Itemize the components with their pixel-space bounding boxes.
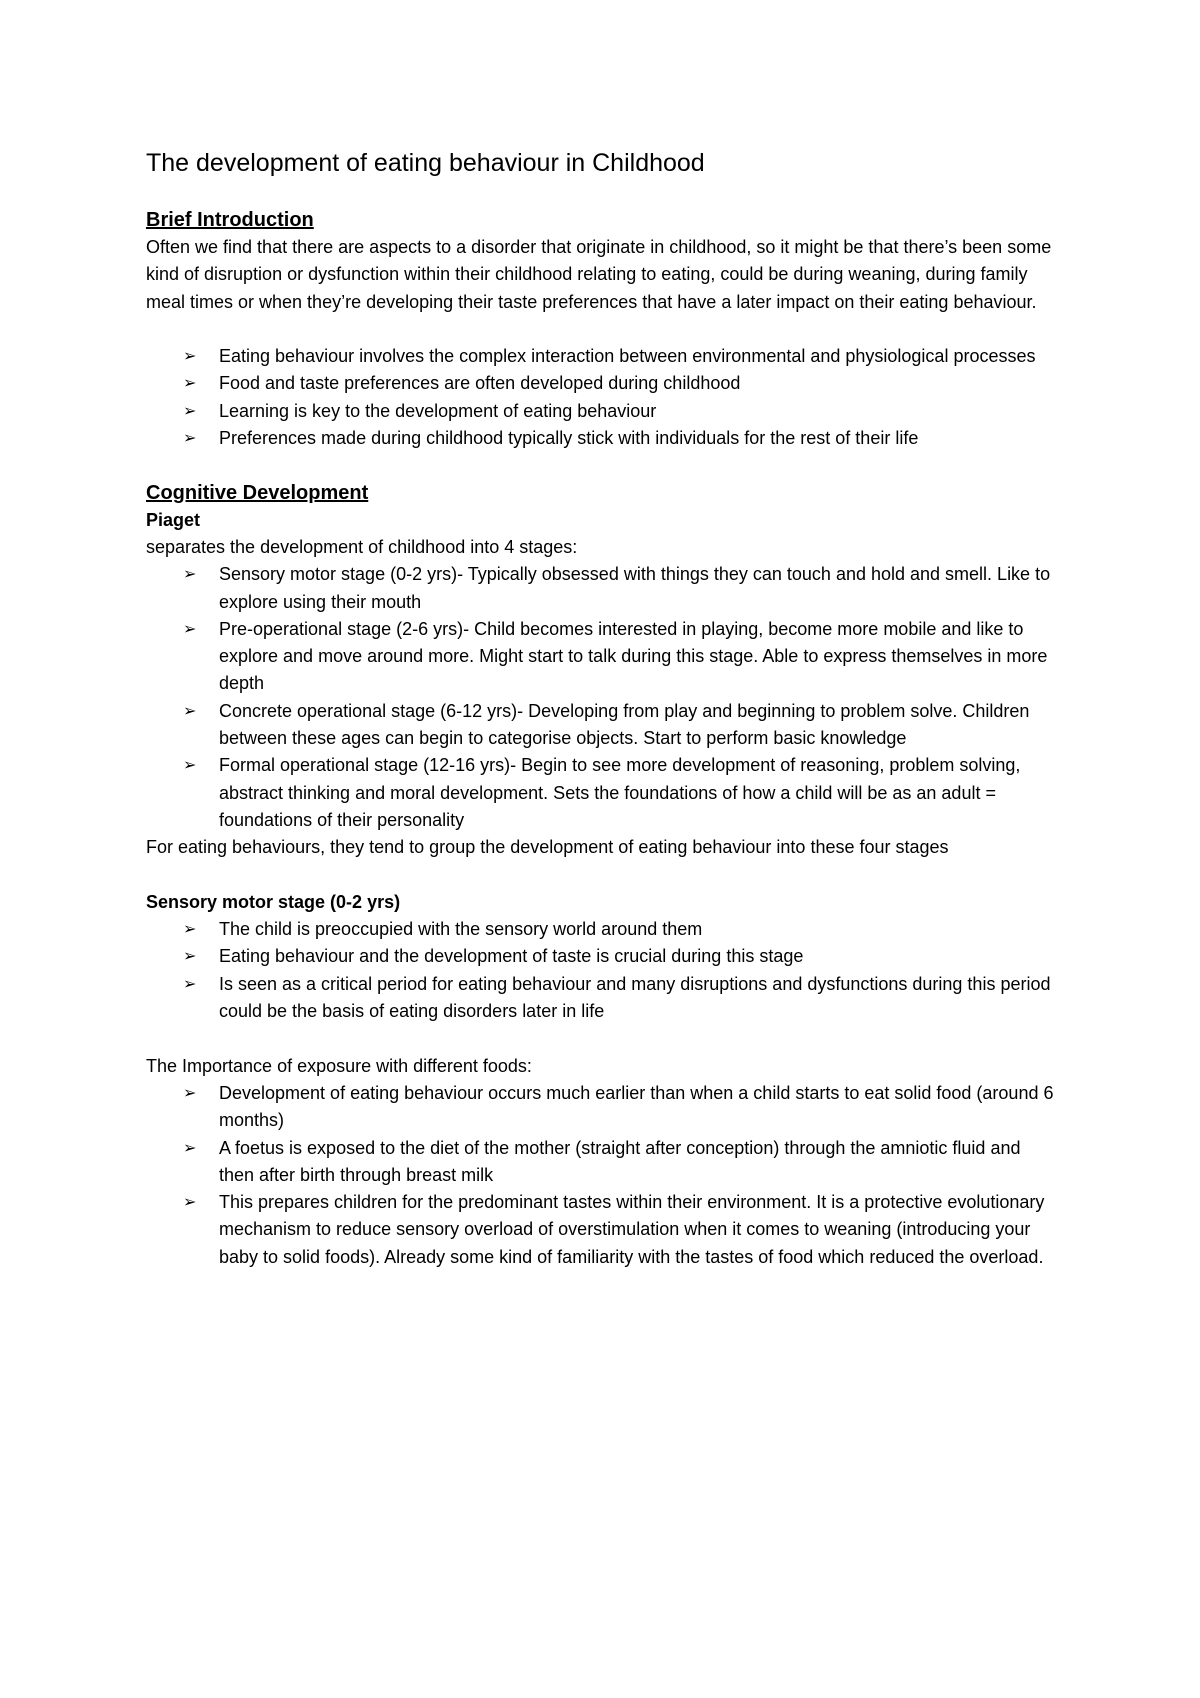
cognitive-bullet-list — [146, 561, 1060, 834]
exposure-section — [146, 1053, 1060, 1271]
spacer — [146, 862, 1060, 889]
arrowhead-bullet-icon: ➢ — [183, 948, 197, 966]
arrowhead-bullet-icon: ➢ — [183, 566, 197, 584]
list-item-text: Food and taste preferences are often developed during childhood — [219, 373, 741, 394]
list-item-text: Eating behaviour involves the complex interaction between environmental and physiological processes — [219, 346, 1036, 367]
list-item-text: Pre-operational stage (2-6 yrs)- Child becomes interested in playing, become more mobile and like to explore and move around more. Might start to talk during this stage. Able to express themselves in more depth — [219, 618, 1048, 694]
list-item — [183, 943, 1060, 970]
arrowhead-bullet-icon: ➢ — [183, 402, 197, 420]
arrowhead-bullet-icon: ➢ — [183, 348, 197, 366]
list-item — [183, 616, 1060, 698]
list-item — [183, 398, 1060, 425]
list-item-text: Preferences made during childhood typically stick with individuals for the rest of their life — [219, 428, 919, 449]
cognitive-heading: Cognitive Development — [146, 481, 369, 504]
cognitive-lead: separates the development of childhood into 4 stages: — [146, 536, 578, 557]
arrowhead-bullet-icon: ➢ — [183, 702, 197, 720]
list-item — [183, 1135, 1060, 1190]
list-item — [183, 1080, 1060, 1135]
arrowhead-bullet-icon: ➢ — [183, 430, 197, 448]
list-item-text: Eating behaviour and the development of taste is crucial during this stage — [219, 946, 804, 967]
arrowhead-bullet-icon: ➢ — [183, 1084, 197, 1102]
spacer — [146, 1025, 1060, 1052]
list-item — [183, 698, 1060, 753]
arrowhead-bullet-icon: ➢ — [183, 757, 197, 775]
list-item-text: This prepares children for the predominant tastes within their environment. It is a protective evolutionary mechanism to reduce sensory overload of overstimulation when it comes to weaning (introducing your baby to solid foods). Already some kind of familiarity with the tastes of food which reduced the overload. — [219, 1192, 1045, 1267]
cognitive-section — [146, 480, 1060, 862]
list-item-text: Formal operational stage (12-16 yrs)- Begin to see more development of reasoning, problem solving, abstract thinking and moral development. Sets the foundations of how a child will be as an adult = foundations of their personality — [219, 755, 1021, 830]
arrowhead-bullet-icon: ➢ — [183, 975, 197, 993]
intro-paragraph: Often we find that there are aspects to a disorder that originate in childhood, so it might be that there’s been some kind of disruption or dysfunction within their childhood relating to eating, could be during weaning, during family meal times or when they’re developing their taste preferences that have a later impact on their eating behaviour. — [146, 237, 1052, 312]
list-item-text: Learning is key to the development of eating behaviour — [219, 400, 657, 421]
list-item — [183, 425, 1060, 452]
intro-section — [146, 207, 1060, 452]
arrowhead-bullet-icon: ➢ — [183, 620, 197, 638]
sensory-heading: Sensory motor stage (0-2 yrs) — [146, 891, 401, 912]
intro-bullet-list — [146, 343, 1060, 452]
arrowhead-bullet-icon: ➢ — [183, 1194, 197, 1212]
spacer — [146, 316, 1060, 343]
list-item-text: Is seen as a critical period for eating behaviour and many disruptions and dysfunctions during this period could be the basis of eating disorders later in life — [219, 973, 1051, 1022]
list-item-text: The child is preoccupied with the sensory world around them — [219, 919, 703, 940]
cognitive-closing: For eating behaviours, they tend to group the development of eating behaviour into these four stages — [146, 837, 949, 858]
exposure-bullet-list — [146, 1080, 1060, 1271]
list-item — [183, 1189, 1060, 1271]
list-item-text: A foetus is exposed to the diet of the mother (straight after conception) through the amniotic fluid and then after birth through breast milk — [219, 1137, 1021, 1185]
list-item — [183, 561, 1060, 616]
exposure-lead: The Importance of exposure with different foods: — [146, 1055, 532, 1076]
piaget-subheading: Piaget — [146, 509, 201, 530]
arrowhead-bullet-icon: ➢ — [183, 1139, 197, 1157]
spacer — [146, 452, 1060, 479]
list-item-text: Concrete operational stage (6-12 yrs)- Developing from play and beginning to problem solve. Children between these ages can begin to categorise objects. Start to perform basic knowledge — [219, 700, 1030, 749]
arrowhead-bullet-icon: ➢ — [183, 375, 197, 393]
sensory-section — [146, 889, 1060, 1025]
list-item — [183, 971, 1060, 1026]
list-item-text: Development of eating behaviour occurs much earlier than when a child starts to eat solid food (around 6 months) — [219, 1082, 1054, 1131]
list-item — [183, 916, 1060, 943]
sensory-bullet-list — [146, 916, 1060, 1025]
document-title: The development of eating behaviour in Childhood — [146, 149, 705, 177]
arrowhead-bullet-icon: ➢ — [183, 921, 197, 939]
list-item — [183, 343, 1060, 370]
list-item — [183, 370, 1060, 397]
intro-heading: Brief Introduction — [146, 209, 314, 231]
list-item-text: Sensory motor stage (0-2 yrs)- Typically obsessed with things they can touch and hold and smell. Like to explore using their mouth — [219, 564, 1051, 612]
list-item — [183, 752, 1060, 834]
